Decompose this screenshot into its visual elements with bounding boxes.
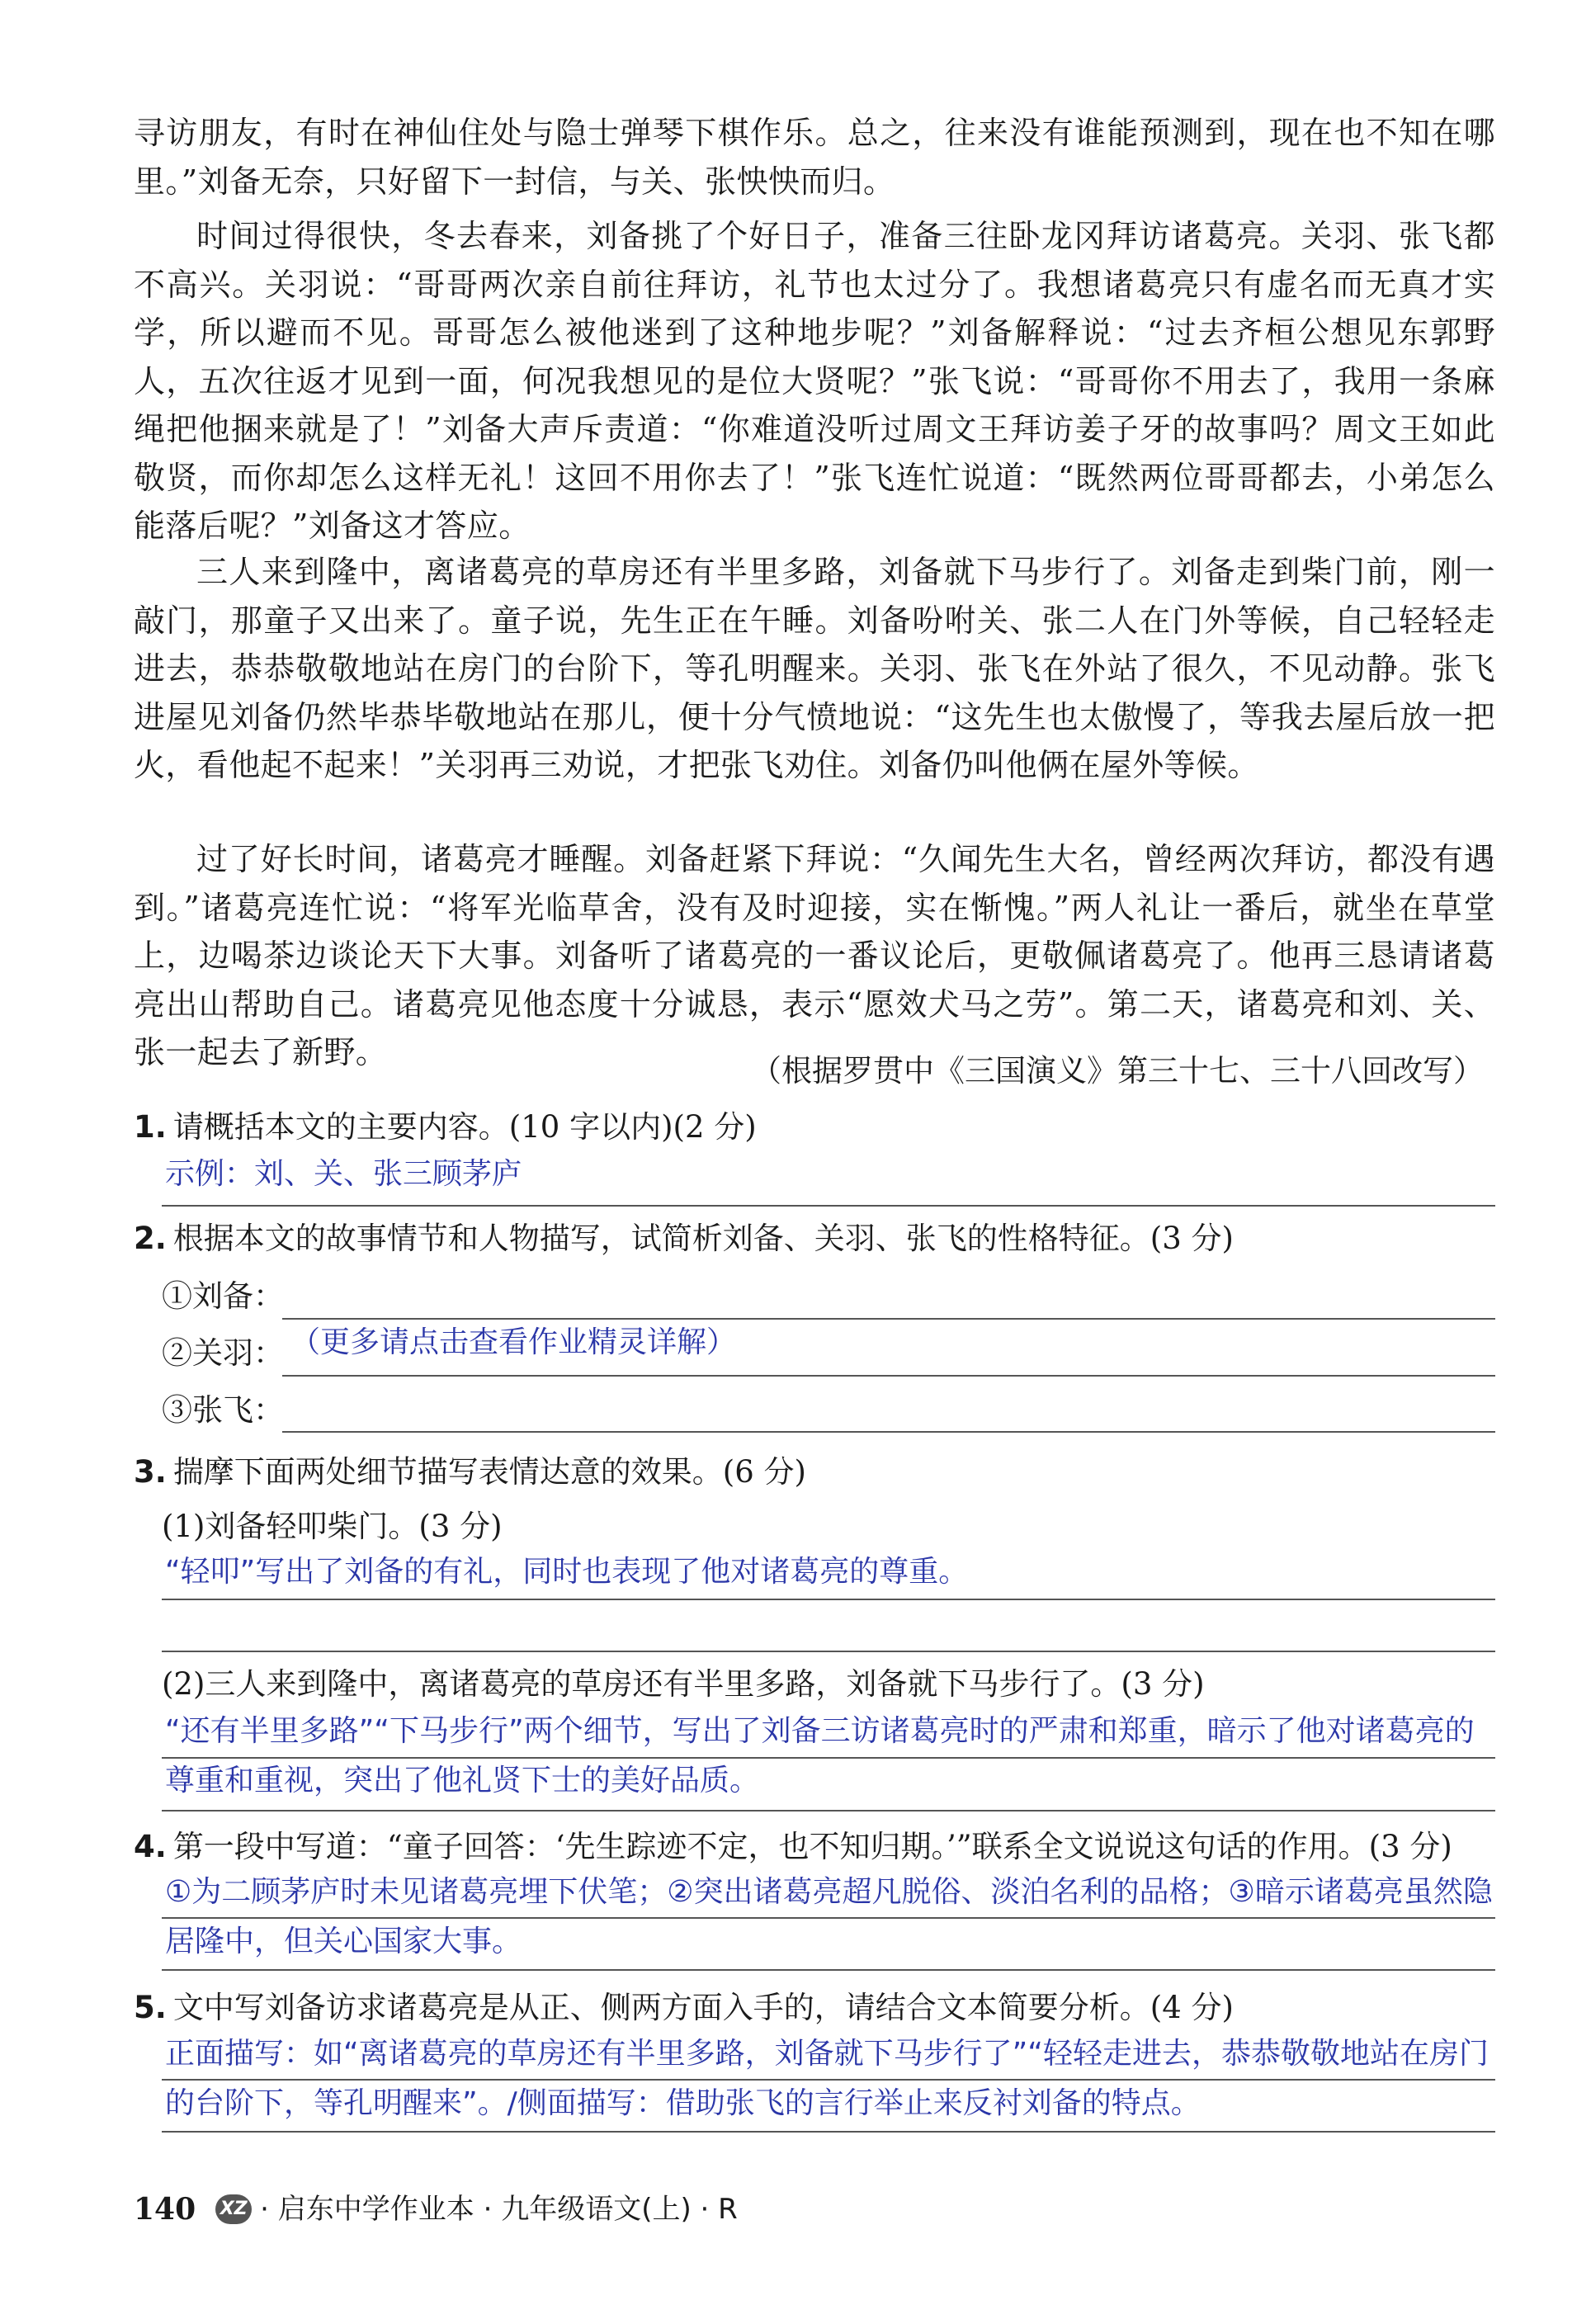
question-2-label-guanyu: ②关羽： — [162, 1335, 284, 1371]
question-2 — [134, 1217, 1495, 1260]
page-footer — [134, 2189, 738, 2229]
question-3-sub-2: (2)三人来到隆中，离诸葛亮的草房还有半里多路，刘备就下马步行了。(3 分) — [162, 1666, 1205, 1702]
question-5-text: 文中写刘备访求诸葛亮是从正、侧两方面入手的，请结合文本简要分析。(4 分) — [172, 1990, 1234, 2025]
question-4-text: 第一段中写道：“童子回答：‘先生踪迹不定，也不知归期。’”联系全文说说这句话的作用。(3 分) — [172, 1829, 1452, 1864]
answer-line — [162, 1599, 1495, 1600]
question-3-number: 3. — [134, 1454, 167, 1490]
answer-line — [162, 1917, 1495, 1919]
answer-line — [162, 1205, 1495, 1207]
passage-paragraph-1: 时间过得很快，冬去春来，刘备挑了个好日子，准备三往卧龙冈拜访诸葛亮。关羽、张飞都不高兴。关羽说：“哥哥两次亲自前往拜访，礼节也太过分了。我想诸葛亮只有虚名而无真才实学，所以避而不见。哥哥怎么被他迷到了这种地步呢？”刘备解释说：“过去齐桓公想见东郭野人，五次往返才见到一面，何况我想见的是位大贤呢？”张飞说：“哥哥你不用去了，我用一条麻绳把他捆来就是了！”刘备大声斥责道：“你难道没听过周文王拜访姜子牙的故事吗？周文王如此敬贤，而你却怎么这样无礼！这回不用你去了！”张飞连忙说道：“既然两位哥哥都去，小弟怎么能落后呢？”刘备这才答应。 — [134, 218, 1495, 544]
question-3-text: 揣摩下面两处细节描写表情达意的效果。(6 分) — [172, 1454, 806, 1490]
answer-line — [162, 1757, 1495, 1759]
answer-line — [282, 1431, 1495, 1433]
question-5-answer: 正面描写：如“离诸葛亮的草房还有半里多路，刘备就下马步行了”“轻轻走进去，恭恭敬敬地站在房门的台阶下，等孔明醒来”。/侧面描写：借助张飞的言行举止来反衬刘备的特点。 — [165, 2037, 1489, 2120]
question-2-text: 根据本文的故事情节和人物描写，试简析刘备、关羽、张飞的性格特征。(3 分) — [172, 1221, 1234, 1256]
passage-paragraph-0: 寻访朋友，有时在神仙住处与隐士弹琴下棋作乐。总之，往来没有谁能预测到，现在也不知在哪里。”刘备无奈，只好留下一封信，与关、张怏怏而归。 — [134, 115, 1495, 200]
answer-line — [162, 1651, 1495, 1652]
question-5 — [134, 1986, 1495, 2029]
question-2-label-liubei: ①刘备： — [162, 1278, 284, 1314]
question-2-number: 2. — [134, 1221, 167, 1256]
passage-source: （根据罗贯中《三国演义》第三十七、三十八回改写） — [751, 1053, 1484, 1089]
question-2-label-zhangfei: ③张飞： — [162, 1392, 284, 1428]
passage-paragraph-2: 三人来到隆中，离诸葛亮的草房还有半里多路，刘备就下马步行了。刘备走到柴门前，刚一敲门，那童子又出来了。童子说，先生正在午睡。刘备吩咐关、张二人在门外等候，自己轻轻走进去，恭恭敬敬地站在房门的台阶下，等孔明醒来。关羽、张飞在外站了很久，不见动静。张飞进屋见刘备仍然毕恭毕敬地站在那儿，便十分气愤地说：“这先生也太傲慢了，等我去屋后放一把火，看他起不起来！”关羽再三劝说，才把张飞劝住。刘备仍叫他俩在屋外等候。 — [134, 554, 1495, 783]
answer-line — [162, 2131, 1495, 2133]
page-number: 140 — [134, 2192, 196, 2227]
passage-paragraph-3: 过了好长时间，诸葛亮才睡醒。刘备赶紧下拜说：“久闻先生大名，曾经两次拜访，都没有遇到。”诸葛亮连忙说：“将军光临草舍，没有及时迎接，实在惭愧。”两人礼让一番后，就坐在草堂上，边喝茶边谈论天下大事。刘备听了诸葛亮的一番议论后，更敬佩诸葛亮了。他再三恳请诸葛亮出山帮助自己。诸葛亮见他态度十分诚恳，表示“愿效犬马之劳”。第二天，诸葛亮和刘、关、张一起去了新野。 — [134, 841, 1495, 1070]
answer-line — [162, 1969, 1495, 1971]
question-4 — [134, 1826, 1495, 1868]
answer-line — [282, 1375, 1495, 1377]
question-1-answer: 示例：刘、关、张三顾茅庐 — [165, 1157, 522, 1191]
question-1 — [134, 1106, 1495, 1149]
series-badge: XZ — [215, 2194, 252, 2224]
question-5-number: 5. — [134, 1990, 167, 2025]
question-3 — [134, 1451, 1495, 1494]
question-3-answer-1: “轻叩”写出了刘备的有礼，同时也表现了他对诸葛亮的尊重。 — [165, 1555, 969, 1589]
question-3-sub-1: (1)刘备轻叩柴门。(3 分) — [162, 1509, 503, 1544]
question-4-answer: ①为二顾茅庐时未见诸葛亮埋下伏笔；②突出诸葛亮超凡脱俗、淡泊名利的品格；③暗示诸葛亮虽然隐居隆中，但关心国家大事。 — [165, 1875, 1493, 1958]
answer-line — [162, 1810, 1495, 1811]
answer-line — [162, 2079, 1495, 2081]
book-title: · 启东中学作业本 · 九年级语文(上) · R — [260, 2193, 738, 2226]
question-3-answer-2: “还有半里多路”“下马步行”两个细节，写出了刘备三访诸葛亮时的严肃和郑重，暗示了他对诸葛亮的尊重和重视，突出了他礼贤下士的美好品质。 — [165, 1714, 1475, 1797]
question-4-number: 4. — [134, 1829, 167, 1864]
question-2-answer: （更多请点击查看作业精灵详解） — [290, 1325, 737, 1359]
question-1-number: 1. — [134, 1109, 167, 1145]
question-1-text: 请概括本文的主要内容。(10 字以内)(2 分) — [172, 1109, 757, 1145]
